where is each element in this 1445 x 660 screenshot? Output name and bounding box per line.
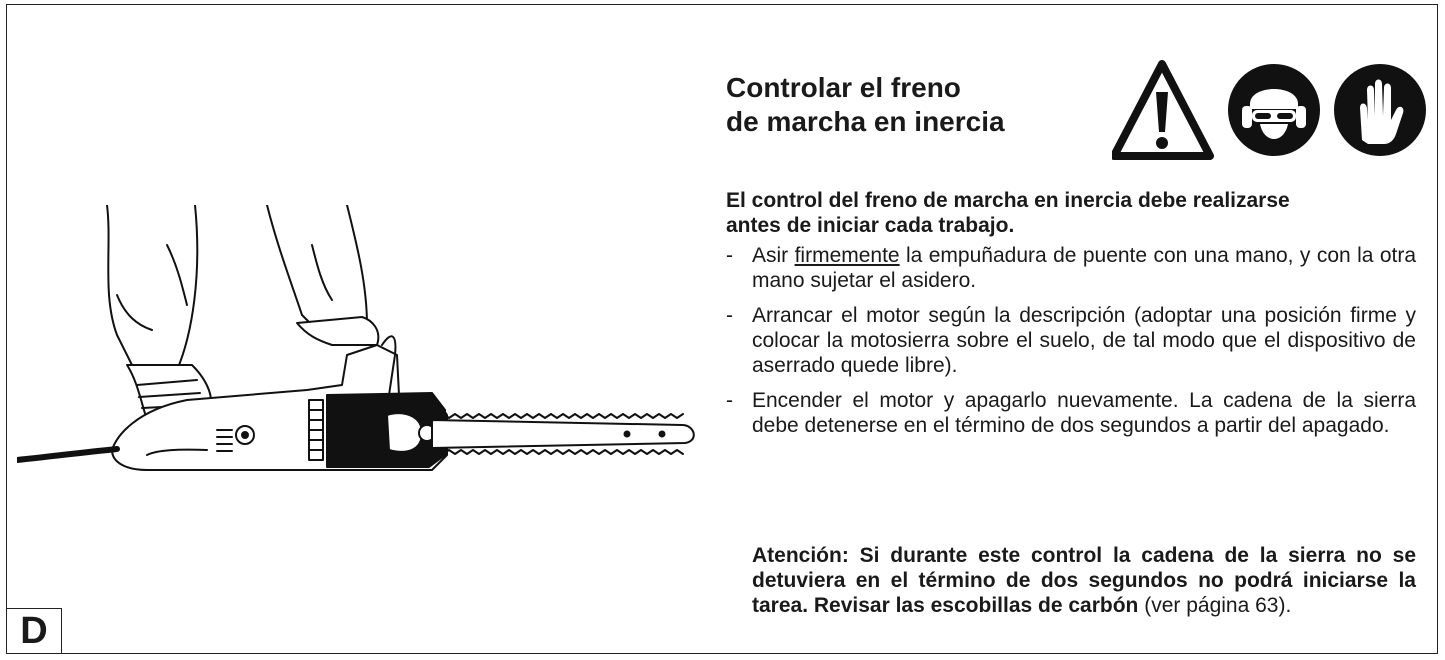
- list-dash: -: [726, 389, 733, 412]
- list-item: [726, 388, 1416, 438]
- warning-bold: Atención: Si durante este control la cadena de la sierra no se detuviera en el término de dos segundos no podrá iniciarse la tarea. Revisar las escobillas de carbón: [752, 544, 1416, 617]
- instruction-list: [726, 243, 1416, 448]
- item1-pre: Asir: [752, 244, 795, 267]
- list-dash: -: [726, 244, 733, 267]
- chainsaw-illustration: [17, 205, 707, 505]
- list-item: [726, 243, 1416, 293]
- intro-line-1: El control del freno de marcha en inercia debe realizarse: [726, 189, 1290, 212]
- power-cable: [17, 449, 117, 460]
- item2-text: Arrancar el motor según la descripción (adoptar una posición firme y colocar la motosierra sobre el suelo, de tal modo que el dispositivo de aserrado quede libre).: [752, 304, 1416, 377]
- item1-emphasis: firmemente: [794, 244, 900, 267]
- section-heading: [726, 71, 1005, 139]
- hearing-eye-protection-icon: [1228, 64, 1320, 156]
- intro-paragraph: [726, 188, 1416, 238]
- warning-tail: (ver página 63).: [1138, 594, 1292, 617]
- list-item: [726, 303, 1416, 378]
- right-shoe: [297, 317, 378, 345]
- list-dash: -: [726, 304, 733, 327]
- item1-post: la empuñadura de puente con una mano, y con la otra mano sujetar el asidero.: [752, 244, 1417, 292]
- figure-label: D: [20, 610, 48, 652]
- figure-label-box: [6, 608, 62, 654]
- safety-icons: [1112, 58, 1428, 166]
- guide-bar: [432, 420, 694, 448]
- heading-line-2: de marcha en inercia: [726, 106, 1005, 137]
- intro-line-2: antes de iniciar cada trabajo.: [726, 214, 1015, 237]
- protective-gloves-icon: [1334, 64, 1426, 156]
- item3-text: Encender el motor y apagarlo nuevamente. La cadena de la sierra debe detenerse en el término de dos segundos a partir del apagado.: [752, 389, 1416, 437]
- warning-paragraph: [752, 543, 1416, 618]
- warning-triangle-icon: [1114, 64, 1210, 156]
- heading-line-1: Controlar el freno: [726, 72, 961, 103]
